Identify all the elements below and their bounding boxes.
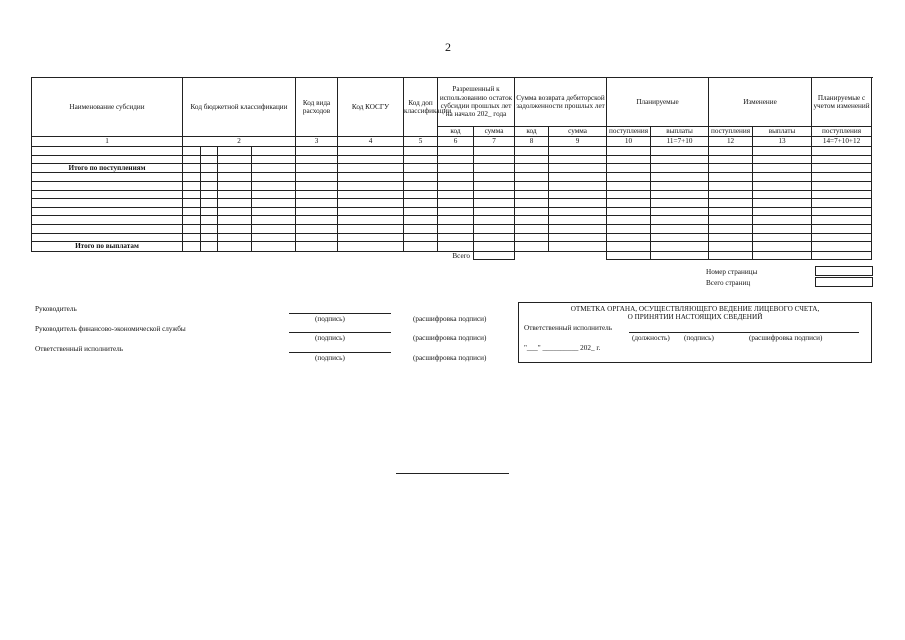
header-allowed: Разрешенный к использованию остаток субсидии прошлых лет на начало 202_ года <box>438 78 515 127</box>
col-num: 2 <box>183 137 296 147</box>
table-cell[interactable] <box>438 182 474 191</box>
table-row <box>32 182 872 191</box>
table-cell[interactable] <box>201 216 218 225</box>
table-cell[interactable] <box>201 225 218 234</box>
table-cell[interactable] <box>201 173 218 182</box>
table-cell[interactable] <box>404 173 438 182</box>
table-cell[interactable] <box>709 199 753 208</box>
table-row <box>32 155 872 164</box>
table-cell[interactable] <box>338 182 404 191</box>
table-row <box>32 207 872 216</box>
table-cell[interactable] <box>474 182 515 191</box>
col-num: 5 <box>404 137 438 147</box>
table-cell[interactable] <box>753 199 812 208</box>
table-cell[interactable] <box>183 216 201 225</box>
table-cell[interactable] <box>201 199 218 208</box>
table-cell[interactable] <box>515 173 549 182</box>
table-cell[interactable] <box>438 173 474 182</box>
subsidy-table <box>31 77 872 260</box>
sub-sum: сумма <box>474 127 515 137</box>
table-row <box>32 233 872 242</box>
total-payments-row <box>32 242 872 251</box>
col-num: 11=7+10 <box>651 137 709 147</box>
table-cell[interactable] <box>404 182 438 191</box>
table-cell[interactable] <box>438 155 474 164</box>
col-num: 7 <box>474 137 515 147</box>
table-cell[interactable] <box>218 216 252 225</box>
table-cell[interactable] <box>651 147 709 156</box>
executor-signature-line[interactable] <box>289 352 391 353</box>
table-cell[interactable] <box>549 155 607 164</box>
table-cell[interactable] <box>549 182 607 191</box>
table-cell[interactable] <box>296 147 338 156</box>
table-cell[interactable] <box>515 190 549 199</box>
table-cell[interactable] <box>549 216 607 225</box>
table-cell[interactable] <box>474 147 515 156</box>
signature-hint: (подпись) <box>315 315 345 323</box>
table-cell[interactable] <box>183 155 201 164</box>
table-cell[interactable] <box>474 216 515 225</box>
table-cell[interactable] <box>404 155 438 164</box>
signature-hint: (подпись) <box>315 354 345 362</box>
table-cell[interactable] <box>438 190 474 199</box>
table-cell[interactable] <box>218 190 252 199</box>
table-cell[interactable] <box>296 155 338 164</box>
table-cell[interactable] <box>607 155 651 164</box>
table-cell[interactable] <box>812 190 872 199</box>
table-cell[interactable] <box>252 207 296 216</box>
table-cell[interactable] <box>32 182 183 191</box>
header-budget-code: Код бюджетной классификации <box>183 78 296 137</box>
head-label: Руководитель <box>35 305 77 313</box>
table-cell[interactable] <box>549 233 607 242</box>
table-cell[interactable] <box>651 233 709 242</box>
table-cell[interactable] <box>474 225 515 234</box>
header-subsidy: Наименование субсидии <box>32 78 183 137</box>
stamp-executor: Ответственный исполнитель <box>524 324 612 332</box>
table-cell[interactable] <box>218 155 252 164</box>
sub-receipts: поступления <box>709 127 753 137</box>
table-cell[interactable] <box>218 225 252 234</box>
table-cell[interactable] <box>32 233 183 242</box>
table-cell[interactable] <box>709 155 753 164</box>
table-row <box>32 147 872 156</box>
col-num: 10 <box>607 137 651 147</box>
sub-payments: выплаты <box>753 127 812 137</box>
table-cell[interactable] <box>404 190 438 199</box>
table-cell[interactable] <box>338 173 404 182</box>
table-cell[interactable] <box>218 199 252 208</box>
page-number: 2 <box>445 40 451 54</box>
header-expense-type: Код вида расходов <box>296 78 338 137</box>
table-cell[interactable] <box>651 182 709 191</box>
stamp-title-1: ОТМЕТКА ОРГАНА, ОСУЩЕСТВЛЯЮЩЕГО ВЕДЕНИЕ ЛИЦЕВОГО СЧЕТА, <box>570 305 820 313</box>
header-planned-changes: Планируемые с учетом изменений <box>812 78 872 127</box>
table-cell[interactable] <box>252 199 296 208</box>
table-cell[interactable] <box>474 190 515 199</box>
table-cell[interactable] <box>753 190 812 199</box>
table-cell[interactable] <box>812 225 872 234</box>
table-cell[interactable] <box>549 190 607 199</box>
total-pages-label: Всего страниц <box>706 279 751 287</box>
table-cell[interactable] <box>32 173 183 182</box>
table-cell[interactable] <box>338 225 404 234</box>
table-cell[interactable] <box>607 216 651 225</box>
table-cell[interactable] <box>753 155 812 164</box>
table-cell[interactable] <box>651 173 709 182</box>
table-cell[interactable] <box>474 173 515 182</box>
col-num: 9 <box>549 137 607 147</box>
table-cell[interactable] <box>338 155 404 164</box>
table-row <box>32 190 872 199</box>
table-cell[interactable] <box>296 199 338 208</box>
table-cell[interactable] <box>607 190 651 199</box>
table-row <box>32 173 872 182</box>
table-cell[interactable] <box>515 147 549 156</box>
sub-sum: сумма <box>549 127 607 137</box>
table-cell[interactable] <box>201 207 218 216</box>
table-cell[interactable] <box>812 199 872 208</box>
table-cell[interactable] <box>753 182 812 191</box>
table-cell[interactable] <box>338 207 404 216</box>
table-cell[interactable] <box>296 190 338 199</box>
table-cell[interactable] <box>404 207 438 216</box>
table-cell[interactable] <box>183 190 201 199</box>
table-cell[interactable] <box>218 207 252 216</box>
table-cell[interactable] <box>32 155 183 164</box>
col-num: 14=7+10+12 <box>812 137 872 147</box>
table-cell[interactable] <box>651 199 709 208</box>
table-cell[interactable] <box>709 225 753 234</box>
table-cell[interactable] <box>812 216 872 225</box>
table-cell[interactable] <box>201 147 218 156</box>
table-cell[interactable] <box>218 147 252 156</box>
table-cell[interactable] <box>515 233 549 242</box>
table-cell[interactable] <box>404 147 438 156</box>
col-num: 13 <box>753 137 812 147</box>
decoding-hint: (расшифровка подписи) <box>413 334 487 342</box>
table-cell[interactable] <box>607 199 651 208</box>
stamp-signature-hint: (подпись) <box>684 334 714 342</box>
table-cell[interactable] <box>296 182 338 191</box>
sub-receipts: поступления <box>812 127 872 137</box>
stamp-position-hint: (должность) <box>632 334 670 342</box>
table-cell[interactable] <box>183 207 201 216</box>
table-cell[interactable] <box>515 216 549 225</box>
table-cell[interactable] <box>549 147 607 156</box>
table-cell[interactable] <box>338 190 404 199</box>
table-cell[interactable] <box>252 173 296 182</box>
stamp-executor-line[interactable] <box>629 332 859 333</box>
header-change: Изменение <box>709 78 812 127</box>
table-cell[interactable] <box>607 182 651 191</box>
table-cell[interactable] <box>812 147 872 156</box>
table-cell[interactable] <box>183 173 201 182</box>
table-cell[interactable] <box>607 225 651 234</box>
stamp-date: "___" __________ 202_ г. <box>524 344 601 352</box>
table-cell[interactable] <box>812 173 872 182</box>
table-cell[interactable] <box>607 173 651 182</box>
table-cell[interactable] <box>296 225 338 234</box>
table-cell[interactable] <box>338 233 404 242</box>
table-cell[interactable] <box>709 216 753 225</box>
table-cell[interactable] <box>252 190 296 199</box>
table-cell[interactable] <box>709 233 753 242</box>
table-cell[interactable] <box>753 225 812 234</box>
table-cell[interactable] <box>404 216 438 225</box>
table-cell[interactable] <box>812 155 872 164</box>
table-row <box>32 199 872 208</box>
table-cell[interactable] <box>709 182 753 191</box>
executor-label: Ответственный исполнитель <box>35 345 123 353</box>
grand-total-label: Всего <box>452 251 470 260</box>
table-cell[interactable] <box>252 233 296 242</box>
col-num: 8 <box>515 137 549 147</box>
table-cell[interactable] <box>549 199 607 208</box>
table-cell[interactable] <box>607 207 651 216</box>
table-cell[interactable] <box>651 207 709 216</box>
table-cell[interactable] <box>651 216 709 225</box>
table-cell[interactable] <box>474 155 515 164</box>
table-cell[interactable] <box>338 216 404 225</box>
sub-payments: выплаты <box>651 127 709 137</box>
grand-total-row <box>32 251 872 260</box>
table-cell[interactable] <box>201 233 218 242</box>
table-cell[interactable] <box>183 147 201 156</box>
table-cell[interactable] <box>753 173 812 182</box>
column-numbers-row <box>32 137 872 147</box>
table-cell[interactable] <box>183 225 201 234</box>
table-cell[interactable] <box>753 233 812 242</box>
table-cell[interactable] <box>183 199 201 208</box>
table-cell[interactable] <box>607 147 651 156</box>
table-cell[interactable] <box>338 199 404 208</box>
table-cell[interactable] <box>404 199 438 208</box>
finance-signature-line[interactable] <box>289 332 391 333</box>
table-cell[interactable] <box>218 233 252 242</box>
table-cell[interactable] <box>32 147 183 156</box>
table-cell[interactable] <box>252 225 296 234</box>
table-cell[interactable] <box>549 207 607 216</box>
table-cell[interactable] <box>32 225 183 234</box>
total-pages-box[interactable] <box>815 277 873 287</box>
stamp-decoding-hint: (расшифровка подписи) <box>749 334 823 342</box>
page-number-box[interactable] <box>815 266 873 276</box>
table-cell[interactable] <box>753 216 812 225</box>
table-cell[interactable] <box>753 207 812 216</box>
head-signature-line[interactable] <box>289 313 391 314</box>
table-cell[interactable] <box>183 182 201 191</box>
table-cell[interactable] <box>812 233 872 242</box>
table-cell[interactable] <box>252 182 296 191</box>
sub-code: код <box>515 127 549 137</box>
header-add-class: Код доп классификации <box>404 78 438 137</box>
decoding-hint: (расшифровка подписи) <box>413 354 487 362</box>
table-row <box>32 216 872 225</box>
table-cell[interactable] <box>252 155 296 164</box>
page-number-label: Номер страницы <box>706 268 758 276</box>
table-cell[interactable] <box>183 233 201 242</box>
col-num: 12 <box>709 137 753 147</box>
table-row <box>32 225 872 234</box>
table-cell[interactable] <box>218 182 252 191</box>
table-cell[interactable] <box>709 207 753 216</box>
table-cell[interactable] <box>474 207 515 216</box>
table-cell[interactable] <box>651 190 709 199</box>
table-cell[interactable] <box>32 216 183 225</box>
sub-code: код <box>438 127 474 137</box>
table-cell[interactable] <box>709 173 753 182</box>
sub-receipts: поступления <box>607 127 651 137</box>
table-cell[interactable] <box>474 199 515 208</box>
table-cell[interactable] <box>296 173 338 182</box>
table-cell[interactable] <box>404 225 438 234</box>
table-cell[interactable] <box>296 233 338 242</box>
table-cell[interactable] <box>709 147 753 156</box>
table-cell[interactable] <box>252 147 296 156</box>
total-receipts-label: Итого по поступлениям <box>32 164 183 173</box>
table-cell[interactable] <box>515 225 549 234</box>
col-num: 6 <box>438 137 474 147</box>
table-cell[interactable] <box>438 147 474 156</box>
table-cell[interactable] <box>709 190 753 199</box>
header-return: Сумма возврата дебиторской задолженности прошлых лет <box>515 78 607 127</box>
table-cell[interactable] <box>438 225 474 234</box>
table-cell[interactable] <box>812 207 872 216</box>
table-cell[interactable] <box>404 233 438 242</box>
table-cell[interactable] <box>438 233 474 242</box>
table-cell[interactable] <box>201 182 218 191</box>
table-cell[interactable] <box>296 216 338 225</box>
table-cell[interactable] <box>515 182 549 191</box>
stamp-title-2: О ПРИНЯТИИ НАСТОЯЩИХ СВЕДЕНИЙ <box>627 313 763 321</box>
total-payments-label: Итого по выплатам <box>32 242 183 251</box>
signature-hint: (подпись) <box>315 334 345 342</box>
table-cell[interactable] <box>474 233 515 242</box>
table-cell[interactable] <box>218 173 252 182</box>
table-cell[interactable] <box>32 199 183 208</box>
table-cell[interactable] <box>515 199 549 208</box>
table-cell[interactable] <box>32 207 183 216</box>
table-cell[interactable] <box>549 173 607 182</box>
table-cell[interactable] <box>438 199 474 208</box>
table-cell[interactable] <box>438 207 474 216</box>
table-cell[interactable] <box>201 155 218 164</box>
total-receipts-row <box>32 164 872 173</box>
table-cell[interactable] <box>515 155 549 164</box>
table-cell[interactable] <box>812 182 872 191</box>
table-cell[interactable] <box>607 233 651 242</box>
table-cell[interactable] <box>515 207 549 216</box>
table-cell[interactable] <box>338 147 404 156</box>
table-cell[interactable] <box>651 155 709 164</box>
header-planned: Планируемые <box>607 78 709 127</box>
acceptance-stamp <box>518 302 872 363</box>
finance-head-label: Руководитель финансово-экономической службы <box>35 325 186 333</box>
footer-divider <box>396 473 509 474</box>
col-num: 4 <box>338 137 404 147</box>
table-cell[interactable] <box>438 216 474 225</box>
table-cell[interactable] <box>201 190 218 199</box>
table-cell[interactable] <box>296 207 338 216</box>
decoding-hint: (расшифровка подписи) <box>413 315 487 323</box>
table-cell[interactable] <box>32 190 183 199</box>
col-num: 3 <box>296 137 338 147</box>
table-cell[interactable] <box>651 225 709 234</box>
table-cell[interactable] <box>252 216 296 225</box>
col-num: 1 <box>32 137 183 147</box>
table-cell[interactable] <box>549 225 607 234</box>
table-cell[interactable] <box>753 147 812 156</box>
header-kosgu: Код КОСГУ <box>338 78 404 137</box>
